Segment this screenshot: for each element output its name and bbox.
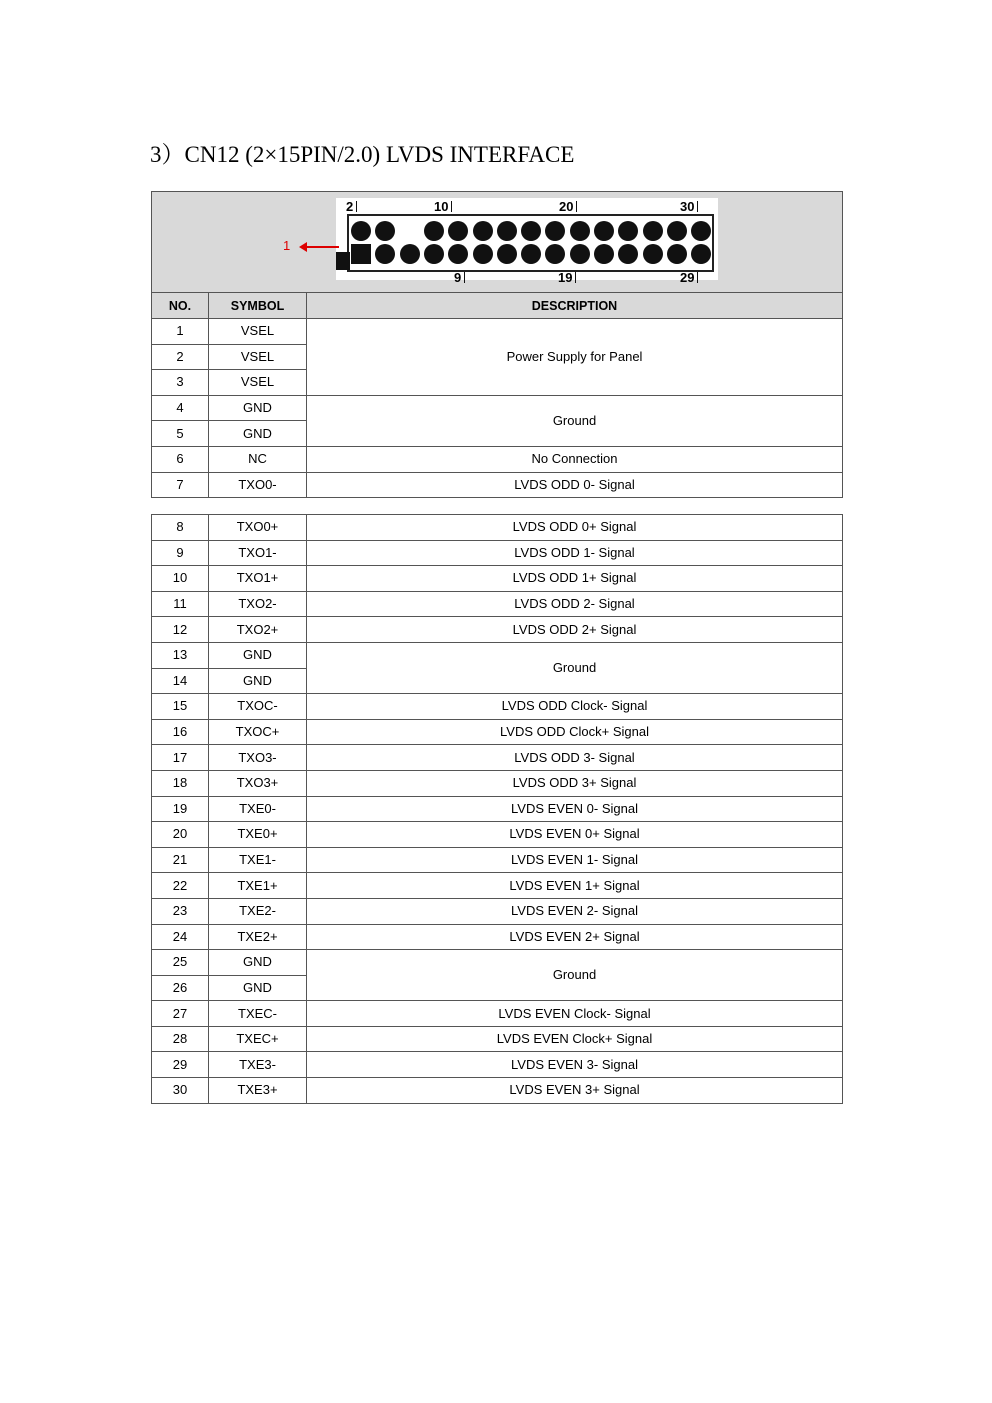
pin-symbol: TXO3+ [209,770,307,796]
pin-description: LVDS EVEN 3+ Signal [307,1078,843,1104]
connector-pin [594,221,614,241]
pin-number: 14 [152,668,209,694]
pin-symbol: TXOC- [209,694,307,720]
pin-number: 25 [152,950,209,976]
table-row [152,1001,843,1027]
pin-symbol: VSEL [209,370,307,396]
connector-pin [473,221,493,241]
pin-label-top: 30 [680,200,698,213]
pin-number: 9 [152,540,209,566]
table-row [152,924,843,950]
pin-number: 28 [152,1026,209,1052]
table-row [152,1078,843,1104]
pin-description: LVDS EVEN Clock+ Signal [307,1026,843,1052]
pin1-notch [336,252,350,270]
pin-1-square [351,244,371,264]
pin-description: Ground [307,642,843,693]
connector-diagram [336,198,718,285]
pin-symbol: GND [209,668,307,694]
table-row [152,796,843,822]
pin-symbol: TXO2- [209,591,307,617]
pin-symbol: NC [209,446,307,472]
table-row [152,898,843,924]
pin-description: LVDS EVEN 2+ Signal [307,924,843,950]
pin-symbol: GND [209,395,307,421]
pin-symbol: GND [209,642,307,668]
pin1-label: 1 [283,238,291,253]
pin-description: LVDS ODD 1- Signal [307,540,843,566]
pin-label-top: 2 [346,200,357,213]
pin-description: LVDS EVEN Clock- Signal [307,1001,843,1027]
pin-symbol: TXO0+ [209,515,307,541]
pin-number: 27 [152,1001,209,1027]
pin-number: 11 [152,591,209,617]
connector-pin [643,244,663,264]
pin-number: 13 [152,642,209,668]
pin-number: 30 [152,1078,209,1104]
arrow-left-icon [299,242,307,252]
pin-number: 23 [152,898,209,924]
connector-pin [497,244,517,264]
table-row [152,847,843,873]
column-header-no: NO. [152,293,209,319]
connector-pin [521,221,541,241]
pin-symbol: TXO1- [209,540,307,566]
connector-pin [521,244,541,264]
pin-number: 19 [152,796,209,822]
pin-symbol: VSEL [209,319,307,345]
connector-pin [473,244,493,264]
pin-number: 15 [152,694,209,720]
connector-pin [594,244,614,264]
pin-number: 22 [152,873,209,899]
pin-description: LVDS EVEN 0+ Signal [307,822,843,848]
pin-symbol: GND [209,950,307,976]
pin-number: 3 [152,370,209,396]
table-row [152,515,843,541]
pin-symbol: TXE2- [209,898,307,924]
table-row [152,719,843,745]
table-row [152,591,843,617]
pin-description: LVDS ODD 3- Signal [307,745,843,771]
pin-description: LVDS ODD Clock- Signal [307,694,843,720]
connector-pin [643,221,663,241]
pin-description: LVDS EVEN 3- Signal [307,1052,843,1078]
pin-number: 20 [152,822,209,848]
connector-pin [424,244,444,264]
connector-pin [497,221,517,241]
pin-description: LVDS ODD 3+ Signal [307,770,843,796]
pin-description: Power Supply for Panel [307,319,843,396]
table-row [152,540,843,566]
table-row [152,873,843,899]
pin-symbol: TXE0+ [209,822,307,848]
pin-description: LVDS ODD 1+ Signal [307,566,843,592]
pin-number: 4 [152,395,209,421]
pin-number: 1 [152,319,209,345]
connector-pin [667,244,687,264]
pin1-indicator [283,239,343,253]
pin-symbol: TXE0- [209,796,307,822]
table-row [152,745,843,771]
pin-symbol: TXEC+ [209,1026,307,1052]
table-row [152,446,843,472]
section-heading: 3）CN12 (2×15PIN/2.0) LVDS INTERFACE [150,142,575,167]
pin-description: LVDS ODD 0+ Signal [307,515,843,541]
pin-number: 7 [152,472,209,498]
pinout-table-bottom [151,514,843,1104]
pin-description: LVDS ODD 0- Signal [307,472,843,498]
table-row [152,694,843,720]
pin-symbol: VSEL [209,344,307,370]
connector-diagram-cell [152,192,843,293]
table-row [152,1026,843,1052]
table-row [152,617,843,643]
table-row [152,472,843,498]
pin-symbol: TXO0- [209,472,307,498]
pinout-table-top [151,191,843,498]
pin-symbol: TXE3+ [209,1078,307,1104]
column-header-symbol: SYMBOL [209,293,307,319]
pin-description: Ground [307,950,843,1001]
pin-number: 8 [152,515,209,541]
pin-symbol: TXO3- [209,745,307,771]
connector-pin [667,221,687,241]
pin-description: LVDS EVEN 1- Signal [307,847,843,873]
pin-number: 2 [152,344,209,370]
pin-number: 18 [152,770,209,796]
pin-label-bottom: 29 [680,271,698,284]
pin-description: LVDS EVEN 0- Signal [307,796,843,822]
pin-number: 10 [152,566,209,592]
pin-description: LVDS EVEN 2- Signal [307,898,843,924]
table-row [152,770,843,796]
pin-symbol: GND [209,421,307,447]
pin-description: No Connection [307,446,843,472]
pin-number: 21 [152,847,209,873]
table-row [152,1052,843,1078]
pin-symbol: TXE2+ [209,924,307,950]
pin-description: LVDS ODD 2- Signal [307,591,843,617]
pin-description: LVDS EVEN 1+ Signal [307,873,843,899]
pin-label-bottom: 9 [454,271,465,284]
table-row [152,950,843,976]
column-header-description: DESCRIPTION [307,293,843,319]
pin-symbol: TXE3- [209,1052,307,1078]
table-row [152,642,843,668]
pin-number: 16 [152,719,209,745]
pin-label-top: 10 [434,200,452,213]
table-row [152,395,843,421]
table-row [152,319,843,345]
connector-pin [351,221,371,241]
pin-symbol: TXE1- [209,847,307,873]
pin-label-bottom: 19 [558,271,576,284]
pin-description: Ground [307,395,843,446]
pin-number: 24 [152,924,209,950]
pin-number: 5 [152,421,209,447]
pin-number: 17 [152,745,209,771]
pin-symbol: TXO2+ [209,617,307,643]
pin-symbol: TXOC+ [209,719,307,745]
connector-pin [424,221,444,241]
pin-number: 12 [152,617,209,643]
table-row [152,822,843,848]
connector-pin [400,244,420,264]
pin-symbol: GND [209,975,307,1001]
table-row [152,566,843,592]
connector-pin [570,221,590,241]
pin-symbol: TXO1+ [209,566,307,592]
connector-pin [570,244,590,264]
pin-number: 6 [152,446,209,472]
arrow-line [303,246,339,248]
pin-number: 29 [152,1052,209,1078]
pin-symbol: TXE1+ [209,873,307,899]
pin-description: LVDS ODD Clock+ Signal [307,719,843,745]
pin-number: 26 [152,975,209,1001]
pin-description: LVDS ODD 2+ Signal [307,617,843,643]
pin-label-top: 20 [559,200,577,213]
pin-symbol: TXEC- [209,1001,307,1027]
